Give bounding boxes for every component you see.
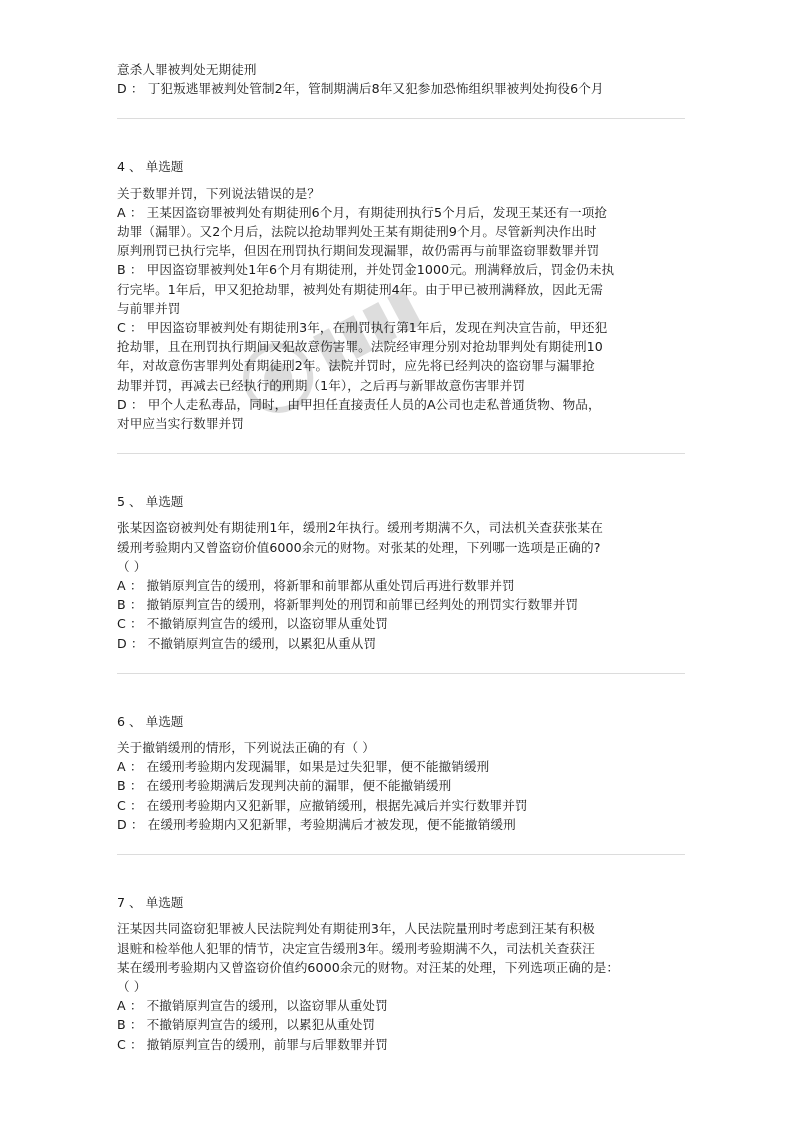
text-line: 意杀人罪被判处无期徒刑 [117, 62, 257, 77]
question-5 [117, 492, 687, 653]
question-stem-cont: （ ） [117, 558, 147, 574]
question-header: 7 、 单选题 [117, 895, 184, 911]
option-a: A ： 王某因盗窃罪被判处有期徒刑6个月，有期徒刑执行5个月后，发现王某还有一项抢 [117, 204, 608, 220]
divider [117, 854, 685, 855]
option-d: D ： 不撤销原判宣告的缓刑，以累犯从重从罚 [117, 635, 377, 651]
option-b: B ： 甲因盗窃罪被判处1年6个月有期徒刑，并处罚金1000元。刑满释放后，罚金仍未执 [117, 262, 615, 278]
option-c: C ： 撤销原判宣告的缓刑，前罪与后罪数罪并罚 [117, 1036, 388, 1052]
option-a: A ： 不撤销原判宣告的缓刑，以盗窃罪从重处罚 [117, 998, 388, 1014]
question-header: 4 、 单选题 [117, 159, 184, 175]
option-c-cont: 年，对故意伤害罪判处有期徒刑2年。法院并罚时，应先将已经判决的盗窃罪与漏罪抢 [117, 358, 595, 374]
option-b: B ： 撤销原判宣告的缓刑，将新罪判处的刑罚和前罪已经判处的刑罚实行数罪并罚 [117, 597, 579, 613]
option-d: D ： 丁犯叛逃罪被判处管制2年，管制期满后8年又犯参加恐怖组织罪被判处拘役6个月 [117, 81, 604, 97]
question-stem-cont: 退赃和检举他人犯罪的情节，决定宣告缓刑3年。缓刑考验期满不久，司法机关查获汪 [117, 940, 595, 956]
option-a: A ： 撤销原判宣告的缓刑，将新罪和前罪都从重处罚后再进行数罪并罚 [117, 578, 515, 594]
divider [117, 118, 685, 119]
question-stem-cont: （ ） [117, 978, 147, 994]
option-c-cont: 抢劫罪，且在刑罚执行期间又犯故意伤害罪。法院经审理分别对抢劫罪判处有期徒刑10 [117, 339, 603, 355]
question-stem: 关于数罪并罚，下列说法错误的是？ [117, 185, 321, 201]
option-b: B ： 在缓刑考验期满后发现判决前的漏罪，便不能撤销缓刑 [117, 778, 452, 794]
option-a-cont: 原判刑罚已执行完毕，但因在刑罚执行期间发现漏罪，故仍需再与前罪盗窃罪数罪并罚 [117, 243, 600, 259]
option-d-cont: 对甲应当实行数罪并罚 [117, 416, 244, 432]
option-c: C ： 不撤销原判宣告的缓刑，以盗窃罪从重处罚 [117, 616, 388, 632]
option-b-cont: 行完毕。1年后，甲又犯抢劫罪，被判处有期徒刑4年。由于甲已被刑满释放，因此无需 [117, 281, 603, 297]
option-a-cont: 劫罪（漏罪）。又2个月后，法院以抢劫罪判处王某有期徒刑9个月。尽管新判决作出时 [117, 224, 597, 240]
option-b: B ： 不撤销原判宣告的缓刑，以累犯从重处罚 [117, 1017, 376, 1033]
option-c-cont: 劫罪并罚，再减去已经执行的刑期（1年），之后再与新罪故意伤害罪并罚 [117, 377, 526, 393]
option-b-cont: 与前罪并罚 [117, 300, 181, 316]
question-stem-cont: 某在缓刑考验期内又曾盗窃价值约6000余元的财物。对汪某的处理，下列选项正确的是： [117, 959, 620, 975]
question-stem: 汪某因共同盗窃犯罪被人民法院判处有期徒刑3年，人民法院量刑时考虑到汪某有积极 [117, 921, 595, 937]
option-d: D ： 在缓刑考验期内又犯新罪，考验期满后才被发现，便不能撤销缓刑 [117, 816, 516, 832]
question-stem: 关于撤销缓刑的情形，下列说法正确的有（ ） [117, 740, 375, 756]
option-d: D ： 甲个人走私毒品，同时，由甲担任直接责任人员的A公司也走私普通货物、物品， [117, 396, 601, 412]
question-stem: 张某因盗窃被判处有期徒刑1年，缓刑2年执行。缓刑考期满不久，司法机关查获张某在 [117, 520, 603, 536]
option-a: A ： 在缓刑考验期内发现漏罪，如果是过失犯罪，便不能撤销缓刑 [117, 759, 490, 775]
question-6 [117, 712, 687, 834]
previous-question-tail [117, 60, 687, 98]
question-stem-cont: 缓刑考验期内又曾盗窃价值6000余元的财物。对张某的处理，下列哪一选项是正确的? [117, 539, 601, 555]
option-c: C ： 甲因盗窃罪被判处有期徒刑3年，在刑罚执行第1年后，发现在判决宣告前，甲还犯 [117, 320, 608, 336]
option-c: C ： 在缓刑考验期内又犯新罪，应撤销缓刑，根据先减后并实行数罪并罚 [117, 797, 528, 813]
divider [117, 673, 685, 674]
document-page [117, 60, 687, 1054]
question-header: 6 、 单选题 [117, 713, 184, 729]
divider [117, 453, 685, 454]
question-header: 5 、 单选题 [117, 494, 184, 510]
question-4 [117, 157, 687, 433]
question-7 [117, 893, 687, 1054]
